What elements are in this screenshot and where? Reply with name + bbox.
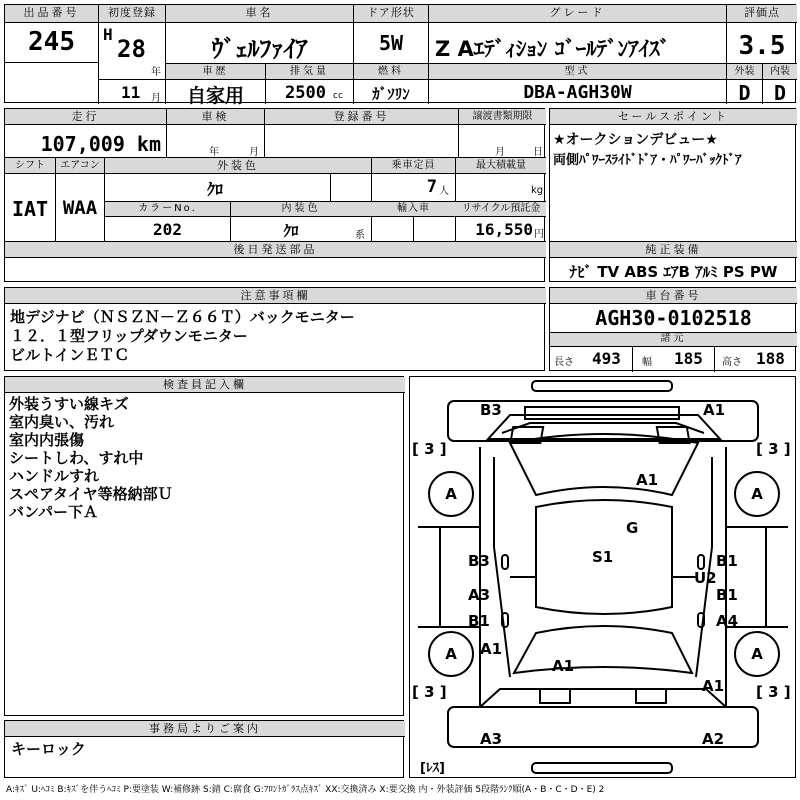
- mark-left-quarter: B1: [468, 612, 490, 630]
- inspector-line: 外装うすい線キズ: [9, 395, 129, 413]
- recycle-fee: 16,550: [475, 220, 533, 239]
- shift: IAT: [11, 197, 49, 221]
- int-grade: D: [773, 81, 787, 105]
- load-label: 最大積載量: [476, 160, 526, 171]
- tread-rear-right: [ 3 ]: [756, 683, 791, 701]
- length-label: 長さ: [554, 357, 574, 368]
- tire-rear-left: A: [428, 631, 474, 677]
- inspector-line: バンパー下Ａ: [9, 503, 98, 521]
- inspection-label: 車検: [201, 110, 230, 123]
- car-name-label: 車名: [245, 6, 274, 19]
- load-unit: kg: [531, 185, 544, 196]
- reg-year: 28: [117, 35, 146, 63]
- int-color-unit: 系: [355, 230, 365, 241]
- model: DBA-AGH30W: [523, 82, 632, 103]
- first-reg-label: 初度登録: [108, 6, 156, 19]
- inspector-section: [4, 376, 404, 716]
- transfer-month: 月: [495, 147, 505, 158]
- transfer-day: 日: [533, 147, 543, 158]
- spare-tire-note: [ﾚｽ]: [420, 761, 445, 776]
- reg-no-label: 登録番号: [333, 110, 390, 123]
- chassis-label: 車台番号: [645, 289, 702, 302]
- sales-point-section: [549, 108, 796, 282]
- grade-label: グレード: [549, 6, 606, 19]
- insp-year-unit: 年: [209, 147, 219, 158]
- mark-right-rear-door: B1: [716, 586, 738, 604]
- mileage: 107,009 km: [40, 132, 161, 156]
- tread-rear-left: [ 3 ]: [412, 683, 447, 701]
- office-section: [4, 720, 404, 778]
- door-label: ドア形状: [367, 6, 415, 19]
- tread-front-left: [ 3 ]: [412, 440, 447, 458]
- int-color: ｸﾛ: [283, 222, 299, 240]
- car-name: ｳﾞｪﾙﾌｧｲｱ: [211, 35, 308, 63]
- mark-roof: S1: [592, 548, 614, 566]
- displacement-label: 排気量: [290, 66, 329, 77]
- int-label: 内装: [770, 66, 790, 77]
- sales-point-line1: ★オークションデビュー★: [553, 132, 718, 148]
- note-line: 地デジナビ（ＮＳＺＮ－Ｚ６６Ｔ）バックモニター: [10, 308, 355, 326]
- car-diagram: [409, 376, 796, 778]
- ext-label: 外装: [734, 66, 755, 77]
- vehicle-info-section: [4, 108, 545, 282]
- color-no-label: カラーNo.: [138, 203, 197, 214]
- int-color-label: 内装色: [281, 203, 321, 214]
- note-line: １２．１型フリップダウンモニター: [10, 327, 248, 345]
- sales-point-label: セールスポイント: [617, 110, 729, 123]
- mark-right-quarter: A4: [716, 612, 739, 630]
- specs-label: 諸元: [660, 333, 687, 344]
- recycle-unit: 円: [534, 229, 544, 240]
- equipment-items: ﾅﾋﾞ TV ABS ｴｱB ｱﾙﾐ PS PW: [569, 263, 778, 281]
- reg-month: 11: [121, 83, 141, 102]
- tire-rear-right: A: [734, 631, 780, 677]
- inspector-line: ハンドルすれ: [9, 467, 100, 485]
- height: 188: [756, 349, 785, 368]
- score: 3.5: [738, 31, 786, 61]
- fuel-label: 燃料: [378, 66, 404, 77]
- mark-left-rear-door: A3: [468, 586, 491, 604]
- legend: A:ｷｽﾞ U:ﾍｺﾐ B:ｷｽﾞを伴うﾍｺﾐ P:要塗装 W:補修跡 S:錆 C:腐食 G:ﾌﾛﾝﾄｶﾞﾗｽ点ｷｽﾞ XX:交換済み X:要交換 内・外装評価 5段階ﾗﾝｸ順(A・B・C・D・E) 2: [6, 785, 605, 795]
- mark-rear-right: A1: [702, 677, 725, 695]
- sales-point-line2: 両側ﾊﾟﾜｰｽﾗｲﾄﾞﾄﾞｱ・ﾊﾟﾜｰﾊﾞｯｸﾄﾞｱ: [553, 153, 742, 168]
- recycle-label: リサイクル預託金: [461, 203, 541, 214]
- capacity-unit: 人: [439, 186, 449, 197]
- office-text: キーロック: [11, 740, 86, 758]
- history-label: 車歴: [202, 66, 229, 77]
- month-unit: 月: [151, 93, 161, 104]
- inspector-line: 室内臭い、汚れ: [9, 413, 115, 431]
- era: H: [103, 25, 113, 44]
- office-label: 事務局よりご案内: [149, 722, 261, 735]
- shift-label: シフト: [15, 160, 45, 171]
- top-section: [4, 4, 796, 107]
- ext-grade: D: [738, 81, 751, 105]
- car-outline-drawing: [410, 377, 797, 779]
- chassis-number: AGH30-0102518: [595, 306, 752, 330]
- inspector-line: 室内内張傷: [9, 431, 85, 449]
- mark-front-left: B3: [480, 401, 502, 419]
- body-color: ｸﾛ: [206, 180, 223, 199]
- transfer-label: 譲渡書類期限: [472, 111, 533, 122]
- cc-unit: cc: [333, 91, 343, 101]
- mark-rear-bumper-right: A2: [702, 730, 725, 748]
- capacity: 7: [426, 177, 437, 197]
- capacity-label: 乗車定員: [391, 160, 436, 171]
- grade: Z Aｴﾃﾞｨｼｮﾝ ｺﾞｰﾙﾃﾞﾝｱｲｽﾞ: [435, 37, 671, 61]
- color-label: 外装色: [217, 159, 259, 172]
- displacement: 2500: [285, 83, 326, 103]
- year-unit: 年: [151, 67, 161, 78]
- tire-front-right: A: [734, 471, 780, 517]
- ac: WAA: [62, 197, 98, 219]
- mark-front-right: A1: [703, 401, 726, 419]
- inspector-line: スペアタイヤ等格納部Ｕ: [9, 485, 173, 503]
- chassis-section: [549, 287, 796, 371]
- length: 493: [592, 349, 621, 368]
- insp-month-unit: 月: [249, 147, 259, 158]
- ac-label: エアコン: [60, 160, 100, 171]
- later-parts-label: 後日発送部品: [233, 243, 318, 256]
- lot-label: 出品番号: [23, 6, 80, 19]
- tire-front-left: A: [428, 471, 474, 517]
- mileage-label: 走行: [71, 110, 100, 123]
- fuel: ｶﾞｿﾘﾝ: [372, 85, 410, 103]
- equipment-label: 純正装備: [645, 243, 702, 256]
- history: 自家用: [186, 85, 244, 107]
- mark-rear-window: A1: [552, 657, 575, 675]
- inspector-label: 検査員記入欄: [163, 378, 247, 391]
- import-label: 輸入車: [397, 203, 430, 214]
- score-label: 評価点: [744, 6, 780, 19]
- model-label: 型式: [564, 66, 591, 77]
- mark-hood: A1: [636, 471, 659, 489]
- width: 185: [674, 349, 703, 368]
- notes-section: [4, 287, 545, 371]
- mark-right-front-door: B1: [716, 552, 738, 570]
- color-no: 202: [153, 220, 182, 239]
- tread-front-right: [ 3 ]: [756, 440, 791, 458]
- width-label: 幅: [642, 357, 652, 368]
- notes-label: 注意事項欄: [240, 289, 311, 302]
- mark-left-front-door: B3: [468, 552, 490, 570]
- door-type: 5W: [378, 31, 404, 55]
- height-label: 高さ: [722, 357, 742, 368]
- note-line: ビルトインＥＴＣ: [10, 346, 130, 364]
- lot-number: 245: [28, 27, 75, 57]
- inspector-line: シートしわ、すれ中: [9, 449, 144, 467]
- mark-rear-bumper-left: A3: [480, 730, 503, 748]
- mark-right-step: U2: [694, 569, 717, 587]
- mark-windshield: G: [626, 519, 639, 537]
- mark-left-rear-fender: A1: [480, 640, 503, 658]
